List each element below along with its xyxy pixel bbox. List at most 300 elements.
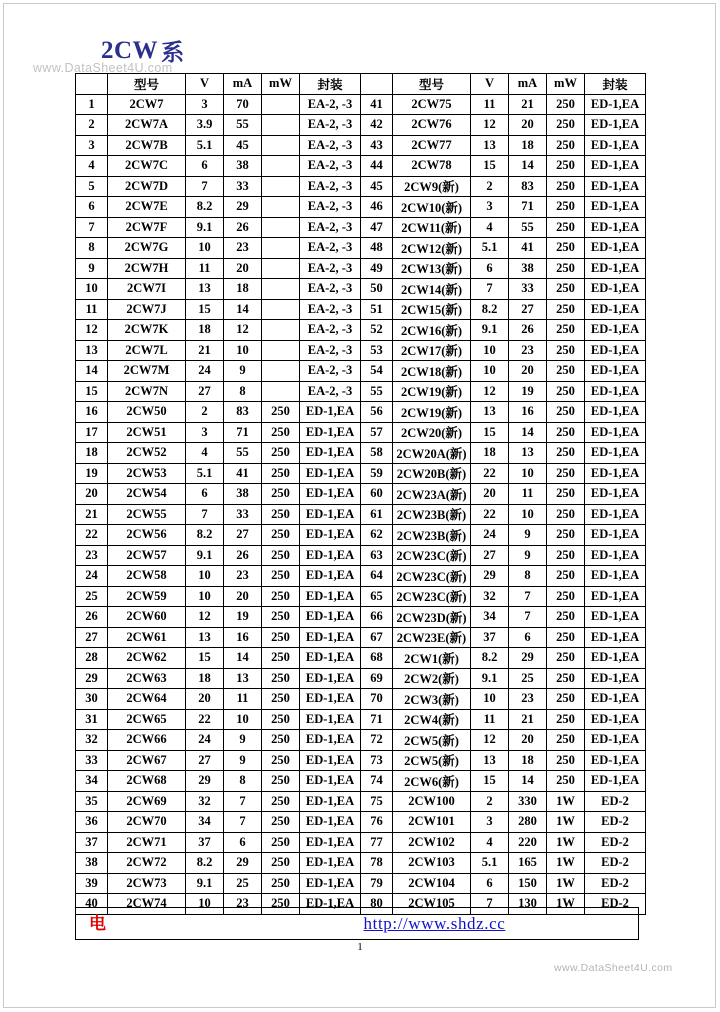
cell-index: 54 bbox=[361, 361, 393, 382]
cell-index: 10 bbox=[76, 279, 108, 300]
cell-model: 2CW65 bbox=[108, 709, 186, 730]
cell-model: 2CW7E bbox=[108, 197, 186, 218]
cell-current: 13 bbox=[509, 443, 547, 464]
column-header-9: mA bbox=[509, 74, 547, 95]
cell-power: 1W bbox=[547, 791, 585, 812]
cell-model: 2CW102 bbox=[393, 832, 471, 853]
cell-current: 55 bbox=[224, 115, 262, 136]
cell-index: 53 bbox=[361, 340, 393, 361]
cell-model: 2CW104 bbox=[393, 873, 471, 894]
cell-power: 250 bbox=[547, 463, 585, 484]
cell-model: 2CW7H bbox=[108, 258, 186, 279]
table-row bbox=[76, 340, 646, 361]
table-row bbox=[76, 135, 646, 156]
cell-model: 2CW54 bbox=[108, 484, 186, 505]
cell-package: EA-2, -3 bbox=[300, 381, 361, 402]
cell-package: ED-1,EA bbox=[585, 463, 646, 484]
cell-power: 250 bbox=[547, 709, 585, 730]
cell-voltage: 10 bbox=[471, 689, 509, 710]
cell-current: 18 bbox=[509, 750, 547, 771]
cell-power: 250 bbox=[262, 525, 300, 546]
cell-model: 2CW6(新) bbox=[393, 771, 471, 792]
cell-power bbox=[262, 340, 300, 361]
cell-package: ED-1,EA bbox=[585, 115, 646, 136]
cell-voltage: 13 bbox=[471, 135, 509, 156]
cell-index: 56 bbox=[361, 402, 393, 423]
cell-package: ED-1,EA bbox=[585, 340, 646, 361]
cell-model: 2CW67 bbox=[108, 750, 186, 771]
cell-voltage: 22 bbox=[471, 504, 509, 525]
cell-index: 30 bbox=[76, 689, 108, 710]
cell-current: 23 bbox=[224, 894, 262, 915]
cell-power: 250 bbox=[547, 566, 585, 587]
cell-model: 2CW23E(新) bbox=[393, 627, 471, 648]
table-row bbox=[76, 258, 646, 279]
cell-package: EA-2, -3 bbox=[300, 258, 361, 279]
cell-power: 250 bbox=[547, 668, 585, 689]
cell-current: 83 bbox=[509, 176, 547, 197]
document-title bbox=[101, 38, 184, 63]
cell-voltage: 22 bbox=[186, 709, 224, 730]
cell-voltage: 5.1 bbox=[186, 135, 224, 156]
cell-model: 2CW7G bbox=[108, 238, 186, 259]
cell-voltage: 11 bbox=[471, 709, 509, 730]
column-header-5: 封装 bbox=[300, 74, 361, 95]
cell-voltage: 20 bbox=[186, 689, 224, 710]
cell-voltage: 10 bbox=[186, 566, 224, 587]
cell-package: ED-1,EA bbox=[300, 484, 361, 505]
cell-power: 1W bbox=[547, 894, 585, 915]
cell-model: 2CW23C(新) bbox=[393, 545, 471, 566]
cell-power: 250 bbox=[262, 422, 300, 443]
cell-current: 41 bbox=[224, 463, 262, 484]
cell-model: 2CW23D(新) bbox=[393, 607, 471, 628]
cell-current: 280 bbox=[509, 812, 547, 833]
cell-power: 250 bbox=[547, 258, 585, 279]
cell-current: 25 bbox=[509, 668, 547, 689]
cell-model: 2CW5(新) bbox=[393, 750, 471, 771]
cell-power: 1W bbox=[547, 832, 585, 853]
cell-current: 10 bbox=[509, 463, 547, 484]
cell-power: 250 bbox=[547, 279, 585, 300]
cell-index: 20 bbox=[76, 484, 108, 505]
cell-package: ED-1,EA bbox=[585, 709, 646, 730]
cell-package: ED-1,EA bbox=[585, 689, 646, 710]
table-row bbox=[76, 94, 646, 115]
cell-package: ED-1,EA bbox=[585, 299, 646, 320]
cell-voltage: 32 bbox=[186, 791, 224, 812]
column-header-6 bbox=[361, 74, 393, 95]
cell-power: 250 bbox=[547, 402, 585, 423]
cell-power: 250 bbox=[547, 627, 585, 648]
zener-diode-spec-table bbox=[75, 73, 646, 915]
cell-current: 55 bbox=[509, 217, 547, 238]
cell-voltage: 8.2 bbox=[186, 525, 224, 546]
cell-power: 1W bbox=[547, 812, 585, 833]
cell-power: 250 bbox=[547, 484, 585, 505]
cell-voltage: 24 bbox=[186, 361, 224, 382]
cell-power: 250 bbox=[262, 566, 300, 587]
cell-model: 2CW69 bbox=[108, 791, 186, 812]
table-row bbox=[76, 238, 646, 259]
cell-current: 8 bbox=[224, 381, 262, 402]
cell-index: 48 bbox=[361, 238, 393, 259]
cell-voltage: 9.1 bbox=[186, 545, 224, 566]
cell-package: ED-1,EA bbox=[300, 709, 361, 730]
table-row bbox=[76, 115, 646, 136]
cell-index: 32 bbox=[76, 730, 108, 751]
cell-index: 64 bbox=[361, 566, 393, 587]
cell-voltage: 6 bbox=[471, 258, 509, 279]
cell-voltage: 7 bbox=[186, 504, 224, 525]
cell-current: 38 bbox=[509, 258, 547, 279]
cell-package: EA-2, -3 bbox=[300, 299, 361, 320]
cell-voltage: 4 bbox=[471, 217, 509, 238]
table-row bbox=[76, 750, 646, 771]
cell-model: 2CW56 bbox=[108, 525, 186, 546]
cell-model: 2CW7J bbox=[108, 299, 186, 320]
cell-package: ED-1,EA bbox=[585, 361, 646, 382]
cell-power: 1W bbox=[547, 853, 585, 874]
table-row bbox=[76, 545, 646, 566]
cell-current: 20 bbox=[224, 586, 262, 607]
cell-power bbox=[262, 320, 300, 341]
table-row bbox=[76, 873, 646, 894]
cell-current: 9 bbox=[509, 525, 547, 546]
cell-current: 8 bbox=[224, 771, 262, 792]
table-row bbox=[76, 197, 646, 218]
cell-voltage: 7 bbox=[471, 279, 509, 300]
cell-package: ED-1,EA bbox=[585, 176, 646, 197]
cell-package: ED-1,EA bbox=[300, 586, 361, 607]
cell-model: 2CW70 bbox=[108, 812, 186, 833]
table-row bbox=[76, 832, 646, 853]
cell-current: 33 bbox=[224, 504, 262, 525]
cell-index: 21 bbox=[76, 504, 108, 525]
cell-package: ED-1,EA bbox=[300, 463, 361, 484]
cell-voltage: 24 bbox=[471, 525, 509, 546]
cell-power: 250 bbox=[262, 504, 300, 525]
cell-voltage: 3 bbox=[186, 94, 224, 115]
cell-index: 71 bbox=[361, 709, 393, 730]
cell-index: 67 bbox=[361, 627, 393, 648]
cell-voltage: 32 bbox=[471, 586, 509, 607]
cell-index: 23 bbox=[76, 545, 108, 566]
cell-power: 250 bbox=[547, 545, 585, 566]
table-row bbox=[76, 299, 646, 320]
cell-model: 2CW78 bbox=[393, 156, 471, 177]
cell-index: 39 bbox=[76, 873, 108, 894]
cell-package: EA-2, -3 bbox=[300, 176, 361, 197]
cell-model: 2CW7B bbox=[108, 135, 186, 156]
cell-power: 250 bbox=[262, 873, 300, 894]
cell-model: 2CW10(新) bbox=[393, 197, 471, 218]
cell-index: 11 bbox=[76, 299, 108, 320]
cell-current: 6 bbox=[509, 627, 547, 648]
cell-index: 70 bbox=[361, 689, 393, 710]
cell-voltage: 5.1 bbox=[186, 463, 224, 484]
cell-power: 250 bbox=[262, 853, 300, 874]
cell-power: 250 bbox=[547, 94, 585, 115]
cell-current: 41 bbox=[509, 238, 547, 259]
cell-index: 9 bbox=[76, 258, 108, 279]
header-row bbox=[76, 74, 646, 95]
cell-voltage: 11 bbox=[471, 94, 509, 115]
cell-model: 2CW74 bbox=[108, 894, 186, 915]
cell-current: 26 bbox=[224, 217, 262, 238]
cell-voltage: 7 bbox=[471, 894, 509, 915]
cell-index: 29 bbox=[76, 668, 108, 689]
cell-package: ED-1,EA bbox=[585, 525, 646, 546]
cell-voltage: 6 bbox=[186, 156, 224, 177]
table-row bbox=[76, 709, 646, 730]
cell-current: 14 bbox=[509, 771, 547, 792]
table-row bbox=[76, 668, 646, 689]
cell-model: 2CW76 bbox=[393, 115, 471, 136]
cell-model: 2CW64 bbox=[108, 689, 186, 710]
cell-power: 250 bbox=[262, 709, 300, 730]
cell-model: 2CW103 bbox=[393, 853, 471, 874]
cell-model: 2CW59 bbox=[108, 586, 186, 607]
cell-package: ED-1,EA bbox=[300, 566, 361, 587]
cell-power: 250 bbox=[262, 402, 300, 423]
cell-current: 38 bbox=[224, 156, 262, 177]
cell-power: 250 bbox=[262, 648, 300, 669]
cell-voltage: 20 bbox=[471, 484, 509, 505]
cell-package: ED-1,EA bbox=[585, 771, 646, 792]
cell-current: 23 bbox=[224, 566, 262, 587]
cell-index: 66 bbox=[361, 607, 393, 628]
cell-package: ED-1,EA bbox=[300, 812, 361, 833]
cell-current: 20 bbox=[509, 730, 547, 751]
cell-model: 2CW75 bbox=[393, 94, 471, 115]
cell-index: 27 bbox=[76, 627, 108, 648]
cell-voltage: 9.1 bbox=[471, 320, 509, 341]
cell-model: 2CW61 bbox=[108, 627, 186, 648]
cell-current: 10 bbox=[224, 340, 262, 361]
cell-voltage: 15 bbox=[471, 156, 509, 177]
cell-power: 250 bbox=[547, 381, 585, 402]
table-row bbox=[76, 771, 646, 792]
cell-package: EA-2, -3 bbox=[300, 238, 361, 259]
cell-model: 2CW101 bbox=[393, 812, 471, 833]
cell-voltage: 13 bbox=[471, 402, 509, 423]
cell-model: 2CW53 bbox=[108, 463, 186, 484]
cell-power: 250 bbox=[262, 463, 300, 484]
website-url-link[interactable]: http://www.shdz.cc bbox=[363, 913, 506, 933]
table-row bbox=[76, 443, 646, 464]
cell-index: 37 bbox=[76, 832, 108, 853]
cell-model: 2CW23C(新) bbox=[393, 566, 471, 587]
table-row bbox=[76, 156, 646, 177]
cell-index: 57 bbox=[361, 422, 393, 443]
cell-index: 25 bbox=[76, 586, 108, 607]
table-row bbox=[76, 627, 646, 648]
cell-voltage: 2 bbox=[471, 791, 509, 812]
cell-power: 250 bbox=[547, 525, 585, 546]
column-header-1: 型号 bbox=[108, 74, 186, 95]
cell-model: 2CW77 bbox=[393, 135, 471, 156]
cell-power: 250 bbox=[262, 443, 300, 464]
cell-current: 10 bbox=[224, 709, 262, 730]
cell-package: ED-1,EA bbox=[300, 648, 361, 669]
table-row bbox=[76, 320, 646, 341]
cell-voltage: 8.2 bbox=[186, 853, 224, 874]
table-row bbox=[76, 217, 646, 238]
cell-power bbox=[262, 135, 300, 156]
cell-model: 2CW58 bbox=[108, 566, 186, 587]
cell-index: 1 bbox=[76, 94, 108, 115]
cell-package: ED-1,EA bbox=[585, 607, 646, 628]
table-row bbox=[76, 504, 646, 525]
cell-package: ED-1,EA bbox=[585, 443, 646, 464]
cell-index: 7 bbox=[76, 217, 108, 238]
column-header-0 bbox=[76, 74, 108, 95]
cell-package: ED-2 bbox=[585, 873, 646, 894]
cell-power bbox=[262, 258, 300, 279]
cell-index: 38 bbox=[76, 853, 108, 874]
cell-index: 50 bbox=[361, 279, 393, 300]
cell-model: 2CW23A(新) bbox=[393, 484, 471, 505]
cell-voltage: 21 bbox=[186, 340, 224, 361]
cell-index: 40 bbox=[76, 894, 108, 915]
cell-package: ED-2 bbox=[585, 812, 646, 833]
cell-index: 12 bbox=[76, 320, 108, 341]
cell-current: 150 bbox=[509, 873, 547, 894]
cell-power: 250 bbox=[547, 361, 585, 382]
cell-model: 2CW16(新) bbox=[393, 320, 471, 341]
cell-power: 250 bbox=[262, 750, 300, 771]
cell-package: ED-2 bbox=[585, 832, 646, 853]
cell-index: 77 bbox=[361, 832, 393, 853]
cell-package: EA-2, -3 bbox=[300, 279, 361, 300]
cell-power: 1W bbox=[547, 873, 585, 894]
cell-model: 2CW2(新) bbox=[393, 668, 471, 689]
cell-package: EA-2, -3 bbox=[300, 197, 361, 218]
cell-index: 78 bbox=[361, 853, 393, 874]
cell-power bbox=[262, 299, 300, 320]
cell-index: 68 bbox=[361, 648, 393, 669]
cell-model: 2CW57 bbox=[108, 545, 186, 566]
cell-power: 250 bbox=[547, 135, 585, 156]
cell-package: ED-1,EA bbox=[300, 422, 361, 443]
cell-power bbox=[262, 115, 300, 136]
cell-voltage: 9.1 bbox=[186, 873, 224, 894]
column-header-4: mW bbox=[262, 74, 300, 95]
cell-model: 2CW50 bbox=[108, 402, 186, 423]
cell-index: 18 bbox=[76, 443, 108, 464]
cell-voltage: 15 bbox=[471, 771, 509, 792]
cell-package: ED-1,EA bbox=[585, 381, 646, 402]
cell-package: ED-1,EA bbox=[585, 627, 646, 648]
cell-voltage: 13 bbox=[186, 627, 224, 648]
cell-power: 250 bbox=[262, 627, 300, 648]
cell-model: 2CW68 bbox=[108, 771, 186, 792]
cell-model: 2CW14(新) bbox=[393, 279, 471, 300]
cell-model: 2CW20(新) bbox=[393, 422, 471, 443]
cell-model: 2CW20B(新) bbox=[393, 463, 471, 484]
cell-model: 2CW105 bbox=[393, 894, 471, 915]
cell-voltage: 12 bbox=[186, 607, 224, 628]
column-header-2: V bbox=[186, 74, 224, 95]
cell-voltage: 22 bbox=[471, 463, 509, 484]
cell-index: 73 bbox=[361, 750, 393, 771]
table-row bbox=[76, 463, 646, 484]
cell-model: 2CW73 bbox=[108, 873, 186, 894]
cell-index: 55 bbox=[361, 381, 393, 402]
cell-power: 250 bbox=[547, 320, 585, 341]
cell-voltage: 27 bbox=[186, 381, 224, 402]
cell-index: 65 bbox=[361, 586, 393, 607]
cell-current: 330 bbox=[509, 791, 547, 812]
cell-voltage: 13 bbox=[471, 750, 509, 771]
cell-current: 19 bbox=[509, 381, 547, 402]
cell-voltage: 2 bbox=[186, 402, 224, 423]
cell-current: 18 bbox=[224, 279, 262, 300]
cell-voltage: 5.1 bbox=[471, 238, 509, 259]
cell-power bbox=[262, 197, 300, 218]
cell-voltage: 3.9 bbox=[186, 115, 224, 136]
cell-index: 3 bbox=[76, 135, 108, 156]
cell-voltage: 12 bbox=[471, 730, 509, 751]
cell-model: 2CW5(新) bbox=[393, 730, 471, 751]
cell-package: ED-1,EA bbox=[300, 443, 361, 464]
cell-package: ED-1,EA bbox=[585, 279, 646, 300]
cell-power bbox=[262, 217, 300, 238]
cell-index: 51 bbox=[361, 299, 393, 320]
cell-power: 250 bbox=[262, 791, 300, 812]
cell-model: 2CW7I bbox=[108, 279, 186, 300]
cell-model: 2CW52 bbox=[108, 443, 186, 464]
table-row bbox=[76, 566, 646, 587]
cell-voltage: 34 bbox=[186, 812, 224, 833]
cell-model: 2CW4(新) bbox=[393, 709, 471, 730]
cell-voltage: 15 bbox=[186, 299, 224, 320]
cell-power: 250 bbox=[262, 812, 300, 833]
page-title: 2CW bbox=[101, 37, 159, 64]
cell-voltage: 10 bbox=[186, 238, 224, 259]
cell-current: 33 bbox=[509, 279, 547, 300]
cell-index: 45 bbox=[361, 176, 393, 197]
cell-index: 5 bbox=[76, 176, 108, 197]
cell-index: 52 bbox=[361, 320, 393, 341]
cell-current: 20 bbox=[509, 361, 547, 382]
cell-model: 2CW20A(新) bbox=[393, 443, 471, 464]
cell-current: 19 bbox=[224, 607, 262, 628]
cell-package: ED-1,EA bbox=[300, 668, 361, 689]
cell-model: 2CW19(新) bbox=[393, 381, 471, 402]
table-row bbox=[76, 607, 646, 628]
cell-power: 250 bbox=[262, 771, 300, 792]
cell-index: 75 bbox=[361, 791, 393, 812]
cell-current: 9 bbox=[224, 730, 262, 751]
cell-power: 250 bbox=[547, 197, 585, 218]
cell-current: 21 bbox=[509, 709, 547, 730]
cell-model: 2CW19(新) bbox=[393, 402, 471, 423]
cell-current: 55 bbox=[224, 443, 262, 464]
table-row bbox=[76, 853, 646, 874]
cell-power: 250 bbox=[262, 484, 300, 505]
cell-package: ED-1,EA bbox=[585, 156, 646, 177]
cell-package: ED-1,EA bbox=[585, 648, 646, 669]
cell-current: 23 bbox=[509, 689, 547, 710]
cell-index: 72 bbox=[361, 730, 393, 751]
cell-package: ED-2 bbox=[585, 853, 646, 874]
cell-voltage: 13 bbox=[186, 279, 224, 300]
cell-package: ED-1,EA bbox=[300, 750, 361, 771]
cell-package: ED-1,EA bbox=[585, 135, 646, 156]
cell-package: ED-1,EA bbox=[585, 504, 646, 525]
